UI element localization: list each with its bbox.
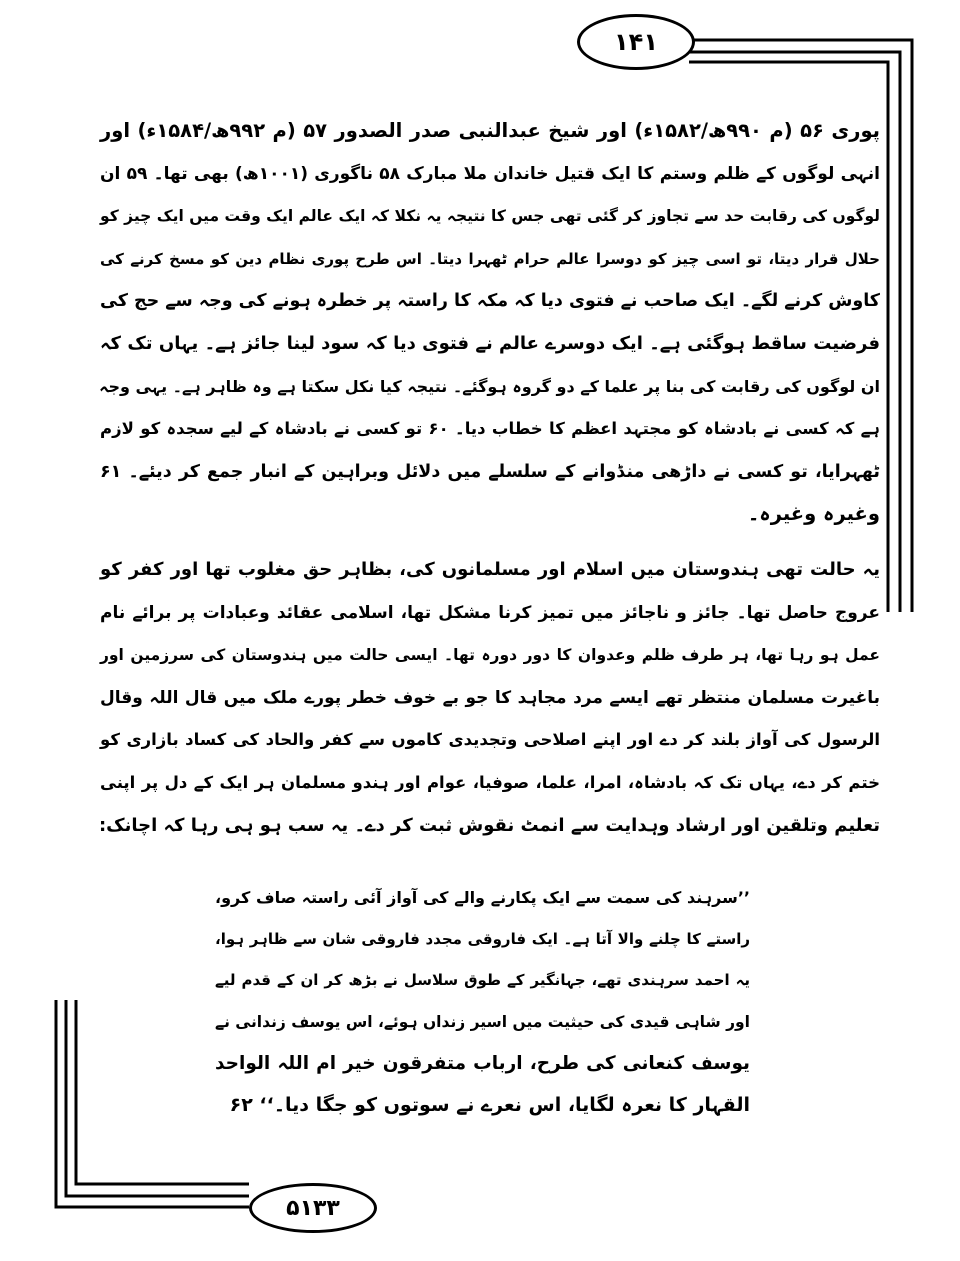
text-line: فرضیت ساقط ہوگئی ہے۔ ایک دوسرے عالم نے فتوی دیا کہ سود لینا جائز ہے۔ یہاں تک کہ bbox=[100, 332, 880, 354]
paragraph-1 bbox=[100, 110, 880, 536]
folio-number: ۵۱۳۳ bbox=[249, 1183, 377, 1233]
text-line: تعلیم وتلقین اور ارشاد وہدایت سے انمٹ نقوش ثبت کر دے۔ یہ سب ہو ہی رہا کہ اچانک: bbox=[98, 814, 880, 836]
quote-line: ’’سرہند کی سمت سے ایک پکارنے والے کی آواز آئی راستہ صاف کرو، bbox=[215, 888, 750, 907]
paragraph-2 bbox=[100, 549, 880, 847]
text-line: عمل ہو رہا تھا، ہر طرف ظلم وعدوان کا دور دورہ تھا۔ ایسی حالت میں ہندوستان کی سرزمین اور bbox=[100, 646, 880, 665]
text-line: پوری ۵۶ (م ۹۹۰ھ/۱۵۸۲ء) اور شیخ عبدالنبی صدر الصدور ۵۷ (م ۹۹۲ھ/۱۵۸۴ء) اور bbox=[100, 119, 881, 142]
quote-line: راستے کا چلنے والا آتا ہے۔ ایک فاروقی مجدد فاروقی شان سے ظاہر ہوا، bbox=[215, 929, 750, 948]
text-line: انہی لوگوں کے ظلم وستم کا ایک قتیل خاندان ملا مبارک ۵۸ ناگوری (۱۰۰۱ھ) بھی تھا۔ ۵۹ ان bbox=[100, 163, 880, 184]
text-line: ٹھہرایا، تو کسی نے داڑھی منڈوانے کے سلسلے میں دلائل وبراہین کے انبار جمع کر دیئے۔ ۶۱ bbox=[100, 461, 880, 482]
text-line: عروج حاصل تھا۔ جائز و ناجائز میں تمیز کرنا مشکل تھا، اسلامی عقائد وعبادات پر برائے نام bbox=[100, 602, 880, 623]
quote-line: القہار کا نعرہ لگایا، اس نعرے نے سوتوں کو جگا دیا۔‘‘ ۶۲ bbox=[229, 1093, 750, 1116]
block-quote bbox=[215, 877, 750, 1126]
text-line: ان لوگوں کی رقابت کی بنا پر علما کے دو گروہ ہوگئے۔ نتیجہ کیا نکل سکتا ہے وہ ظاہر ہے۔ یہی وجہ bbox=[99, 376, 880, 396]
quote-line: یہ احمد سرہندی تھے، جہانگیر کے طوق سلاسل نے بڑھ کر ان کے قدم لیے bbox=[215, 971, 750, 989]
text-line: یہ حالت تھی ہندوستان میں اسلام اور مسلمانوں کی، بظاہر حق مغلوب تھا اور کفر کو bbox=[100, 559, 880, 580]
text-line: ختم کر دے، یہاں تک کہ بادشاہ، امرا، علما، صوفیا، عوام اور ہندو مسلمان ہر ایک کے دل پر اپنی bbox=[100, 772, 880, 792]
text-line: لوگوں کی رقابت حد سے تجاوز کر گئی تھی جس کا نتیجہ یہ نکلا کہ ایک عالم ایک وقت میں ایک چیز کو bbox=[100, 207, 880, 226]
text-line: کاوش کرنے لگے۔ ایک صاحب نے فتوی دیا کہ مکہ کا راستہ پر خطرہ ہونے کی وجہ سے حج کی bbox=[100, 291, 880, 312]
page-number: ۱۴۱ bbox=[577, 14, 695, 70]
text-line: ہے کہ کسی نے بادشاہ کو مجتہد اعظم کا خطاب دیا۔ ۶۰ تو کسی نے بادشاہ کے لیے سجدہ کو لازم bbox=[100, 419, 880, 439]
quote-line: اور شاہی قیدی کی حیثیت میں اسیر زنداں ہوئے، اس یوسف زندانی نے bbox=[215, 1012, 750, 1031]
text-line: حلال قرار دیتا، تو اسی چیز کو دوسرا عالم حرام ٹھہرا دیتا۔ اس طرح پوری نظام دین کو مسخ کرنے کی bbox=[100, 249, 880, 268]
text-line: الرسول کی آواز بلند کر دے اور اپنے اصلاحی وتجدیدی کاموں سے کفر والحاد کی کساد بازاری کو bbox=[100, 730, 880, 750]
quote-line: یوسف کنعانی کی طرح، ارباب متفرقون خیر ام اللہ الواحد bbox=[215, 1053, 750, 1074]
text-line: باغیرت مسلمان منتظر تھے ایسے مرد مجاہد کا جو بے خوف خطر پورے ملک میں قال اللہ وقال bbox=[100, 687, 880, 708]
text-line: وغیرہ وغیرہ۔ bbox=[747, 502, 880, 526]
